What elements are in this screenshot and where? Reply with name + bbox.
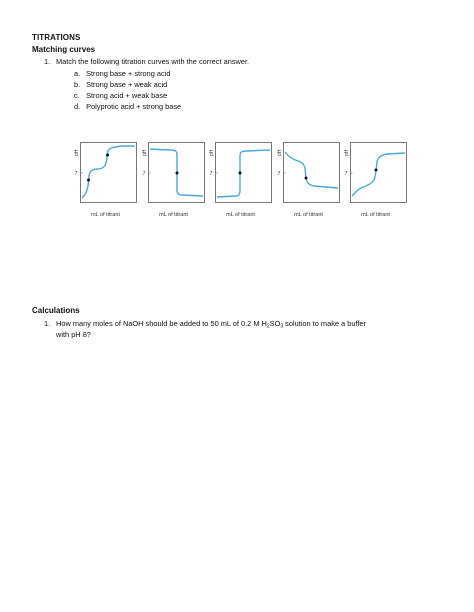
equivalence-point [176,172,179,175]
x-axis-label-3: mL of titrant [226,212,255,218]
titration-graph-2 [141,142,206,206]
titration-graph-4 [276,142,341,206]
question-text-line2: with pH 8? [56,330,91,339]
tick-label-7: 7 [344,171,348,177]
question-number: 1. [44,57,51,66]
calculation-question [44,318,464,342]
matching-question [44,56,464,67]
option-text: Strong base + weak acid [86,80,168,89]
x-axis-label-1: mL of titrant [91,212,120,218]
equivalence-point [239,172,242,175]
question-text: Match the following titration curves with the correct answer. [56,57,250,66]
option-c [74,90,167,101]
option-text: Polyprotic acid + strong base [86,102,182,111]
titration-curve-chart [73,142,138,206]
option-letter: a. [74,69,81,78]
y-axis-label: pH [277,149,283,156]
plot-frame [284,143,340,203]
plot-frame [351,143,407,203]
document-title: TITRATIONS [32,33,81,42]
option-letter: c. [74,91,80,100]
tick-label-7: 7 [74,171,78,177]
tick-label-7: 7 [209,171,213,177]
tick-label-7: 7 [142,171,146,177]
question-text-part: SO [269,319,281,328]
x-axis-label-5: mL of titrant [361,212,390,218]
option-text: Strong base + strong acid [86,69,171,78]
option-letter: b. [74,80,81,89]
titration-curve-chart [141,142,206,206]
titration-curve-chart [343,142,408,206]
y-axis-label: pH [209,149,215,156]
question-text-part: solution to make a buffer [283,319,366,328]
y-axis-label: pH [142,149,148,156]
section-heading-calculations: Calculations [32,306,80,315]
equivalence-point [375,169,378,172]
equivalence-point [106,154,109,157]
titration-curve-chart [276,142,341,206]
y-axis-label: pH [344,149,350,156]
option-text: Strong acid + weak base [86,91,168,100]
titration-graph-1 [73,142,138,206]
option-d [74,101,181,112]
question-text-part: How many moles of NaOH should be added to 50 mL of 0.2 M H [56,319,267,328]
titration-curve-chart [208,142,273,206]
x-axis-label-4: mL of titrant [294,212,323,218]
titration-graph-3 [208,142,273,206]
equivalence-point [87,179,90,182]
question-number: 1. [44,319,51,328]
y-axis-label: pH [74,149,80,156]
option-a [74,68,171,79]
section-heading-matching: Matching curves [32,45,96,54]
titration-graph-5 [343,142,408,206]
subscript: 3 [280,323,284,330]
x-axis-label-2: mL of titrant [159,212,188,218]
question-text-line1 [56,318,366,329]
equivalence-point [305,177,308,180]
tick-label-7: 7 [277,171,281,177]
option-b [74,79,167,90]
subscript: 2 [266,323,270,330]
option-letter: d. [74,102,81,111]
